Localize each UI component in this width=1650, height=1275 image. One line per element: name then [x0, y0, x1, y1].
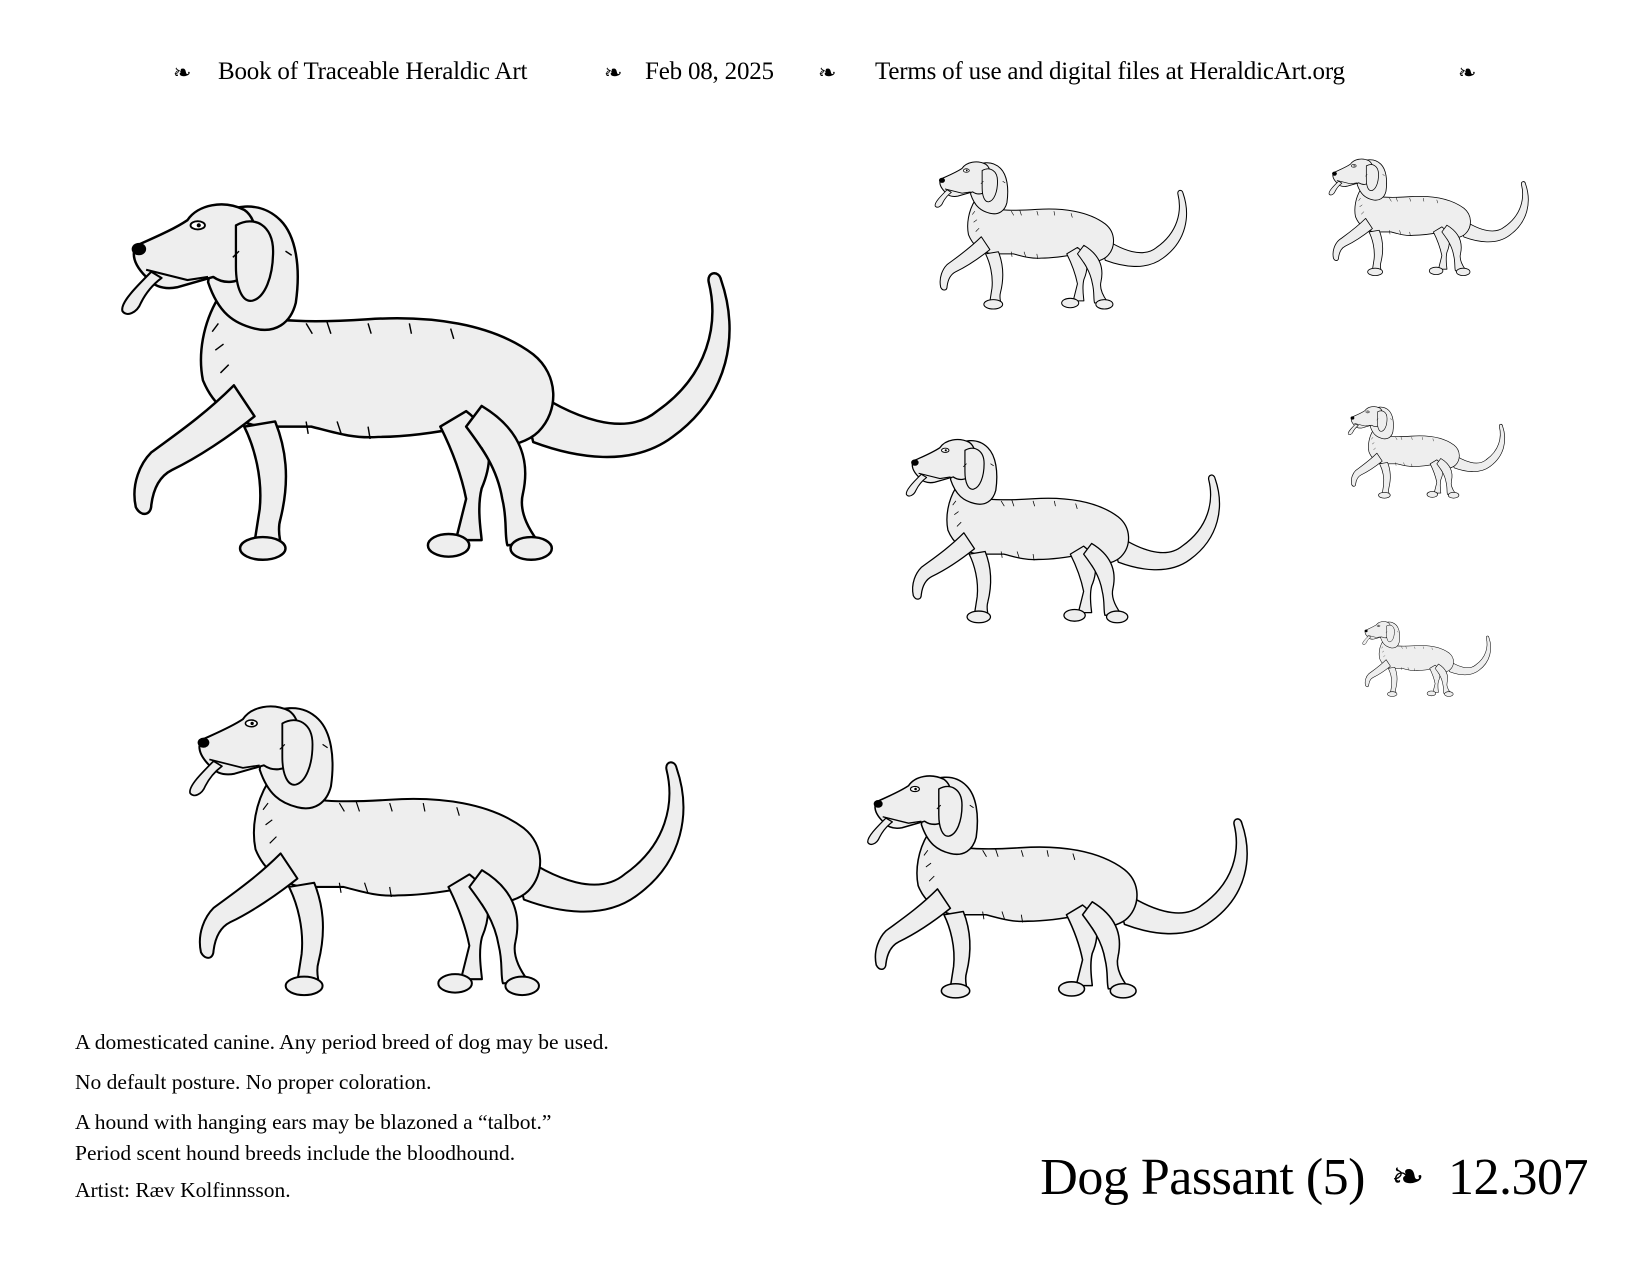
ornament-icon: ❧ — [173, 60, 192, 85]
figure-number: 12.307 — [1448, 1149, 1588, 1206]
dog-xxsmall — [930, 150, 1195, 315]
dog-medium — [180, 685, 700, 1005]
dog-minute — [1345, 398, 1510, 503]
note-artist: Artist: Ræv Kolfinnsson. — [75, 1178, 291, 1202]
figure-name: Dog Passant (5) — [1040, 1149, 1365, 1206]
note-talbot — [75, 1107, 795, 1169]
dog-small — [860, 760, 1260, 1005]
dog-tiny — [1325, 150, 1535, 280]
note-posture: No default posture. No proper coloration. — [75, 1070, 432, 1094]
terms-notice: Terms of use and digital files at HeraldicArt.org — [875, 58, 1345, 85]
note-talbot-line2: Period scent hound breeds include the bloodhound. — [75, 1141, 516, 1165]
ornament-icon: ❧ — [1458, 60, 1477, 85]
ornament-icon: ❧ — [1390, 1154, 1424, 1199]
note-definition: A domesticated canine. Any period breed of dog may be used. — [75, 1030, 609, 1054]
page-title — [1040, 1148, 1588, 1207]
ornament-icon: ❧ — [604, 60, 623, 85]
dog-xsmall — [900, 425, 1230, 630]
header-date: Feb 08, 2025 — [645, 58, 774, 85]
book-title: Book of Traceable Heraldic Art — [218, 58, 528, 85]
note-talbot-line1: A hound with hanging ears may be blazoned a “talbot.” — [75, 1110, 552, 1134]
dog-smallest — [1360, 615, 1495, 700]
page-header — [0, 58, 1650, 98]
ornament-icon: ❧ — [818, 60, 837, 85]
dog-large — [110, 165, 750, 585]
description-notes — [75, 1027, 795, 1215]
